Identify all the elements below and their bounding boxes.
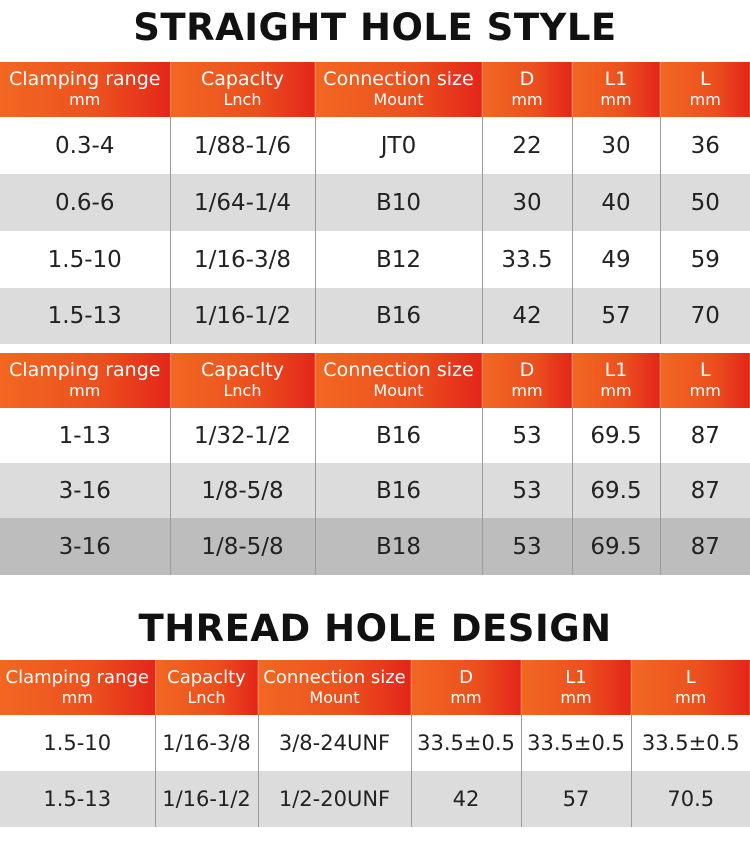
cell-capacity: 1/16-1/2 xyxy=(170,288,315,344)
cell-l: 87 xyxy=(660,518,750,575)
cell-capacity: 1/16-1/2 xyxy=(155,771,258,827)
table-row xyxy=(0,463,750,518)
table-row xyxy=(0,715,750,771)
cell-l1: 57 xyxy=(572,288,660,344)
cell-clamping-range: 1.5-10 xyxy=(0,715,155,771)
cell-d: 42 xyxy=(482,288,572,344)
straight-hole-table-2 xyxy=(0,353,750,575)
cell-d: 30 xyxy=(482,174,572,231)
cell-d: 53 xyxy=(482,518,572,575)
table-row xyxy=(0,117,750,174)
cell-connection-size: B18 xyxy=(315,518,482,575)
cell-clamping-range: 0.3-4 xyxy=(0,117,170,174)
header-clamping-range: Clamping range mm xyxy=(0,62,170,117)
header-clamping-range: Clamping range mm xyxy=(0,660,155,715)
header-d: D mm xyxy=(411,660,521,715)
straight-hole-style-title: STRAIGHT HOLE STYLE xyxy=(133,6,617,49)
cell-capacity: 1/16-3/8 xyxy=(155,715,258,771)
table-row xyxy=(0,518,750,575)
header-l1: L1 mm xyxy=(572,62,660,117)
table-row xyxy=(0,174,750,231)
cell-connection-size: B12 xyxy=(315,231,482,288)
cell-capacity: 1/88-1/6 xyxy=(170,117,315,174)
cell-capacity: 1/8-5/8 xyxy=(170,463,315,518)
cell-connection-size: B16 xyxy=(315,288,482,344)
cell-clamping-range: 1.5-13 xyxy=(0,288,170,344)
cell-l1: 69.5 xyxy=(572,463,660,518)
cell-l: 70.5 xyxy=(631,771,750,827)
cell-l1: 33.5±0.5 xyxy=(521,715,631,771)
cell-connection-size: JT0 xyxy=(315,117,482,174)
header-d: D mm xyxy=(482,353,572,408)
cell-connection-size: 3/8-24UNF xyxy=(258,715,411,771)
cell-connection-size: B16 xyxy=(315,408,482,463)
cell-d: 53 xyxy=(482,408,572,463)
cell-d: 53 xyxy=(482,463,572,518)
cell-d: 22 xyxy=(482,117,572,174)
cell-l: 50 xyxy=(660,174,750,231)
header-l: L mm xyxy=(660,62,750,117)
header-connection-size: Connection size Mount xyxy=(315,62,482,117)
cell-capacity: 1/8-5/8 xyxy=(170,518,315,575)
header-connection-size: Connection size Mount xyxy=(315,353,482,408)
header-capacity: Capaclty Lnch xyxy=(170,62,315,117)
table-row xyxy=(0,771,750,827)
cell-capacity: 1/16-3/8 xyxy=(170,231,315,288)
cell-l1: 30 xyxy=(572,117,660,174)
header-l1: L1 mm xyxy=(521,660,631,715)
cell-l: 87 xyxy=(660,408,750,463)
table-row xyxy=(0,408,750,463)
cell-l: 33.5±0.5 xyxy=(631,715,750,771)
thread-hole-design-title: THREAD HOLE DESIGN xyxy=(138,607,612,650)
cell-connection-size: 1/2-20UNF xyxy=(258,771,411,827)
cell-connection-size: B16 xyxy=(315,463,482,518)
cell-l1: 69.5 xyxy=(572,408,660,463)
cell-clamping-range: 3-16 xyxy=(0,518,170,575)
cell-clamping-range: 1.5-10 xyxy=(0,231,170,288)
cell-l: 59 xyxy=(660,231,750,288)
cell-capacity: 1/32-1/2 xyxy=(170,408,315,463)
header-connection-size: Connection size Mount xyxy=(258,660,411,715)
straight-hole-table-1 xyxy=(0,62,750,344)
header-d: D mm xyxy=(482,62,572,117)
header-clamping-range: Clamping range mm xyxy=(0,353,170,408)
thread-hole-table xyxy=(0,660,750,827)
cell-clamping-range: 0.6-6 xyxy=(0,174,170,231)
cell-d: 42 xyxy=(411,771,521,827)
cell-l1: 40 xyxy=(572,174,660,231)
cell-l1: 69.5 xyxy=(572,518,660,575)
header-capacity: Capaclty Lnch xyxy=(170,353,315,408)
table-row xyxy=(0,288,750,344)
header-l: L mm xyxy=(660,353,750,408)
header-l1: L1 mm xyxy=(572,353,660,408)
cell-clamping-range: 1-13 xyxy=(0,408,170,463)
table-row xyxy=(0,231,750,288)
cell-connection-size: B10 xyxy=(315,174,482,231)
cell-clamping-range: 3-16 xyxy=(0,463,170,518)
cell-clamping-range: 1.5-13 xyxy=(0,771,155,827)
cell-l: 70 xyxy=(660,288,750,344)
cell-l: 87 xyxy=(660,463,750,518)
cell-l: 36 xyxy=(660,117,750,174)
cell-d: 33.5 xyxy=(482,231,572,288)
cell-d: 33.5±0.5 xyxy=(411,715,521,771)
header-l: L mm xyxy=(631,660,750,715)
cell-l1: 57 xyxy=(521,771,631,827)
header-capacity: Capaclty Lnch xyxy=(155,660,258,715)
cell-l1: 49 xyxy=(572,231,660,288)
cell-capacity: 1/64-1/4 xyxy=(170,174,315,231)
